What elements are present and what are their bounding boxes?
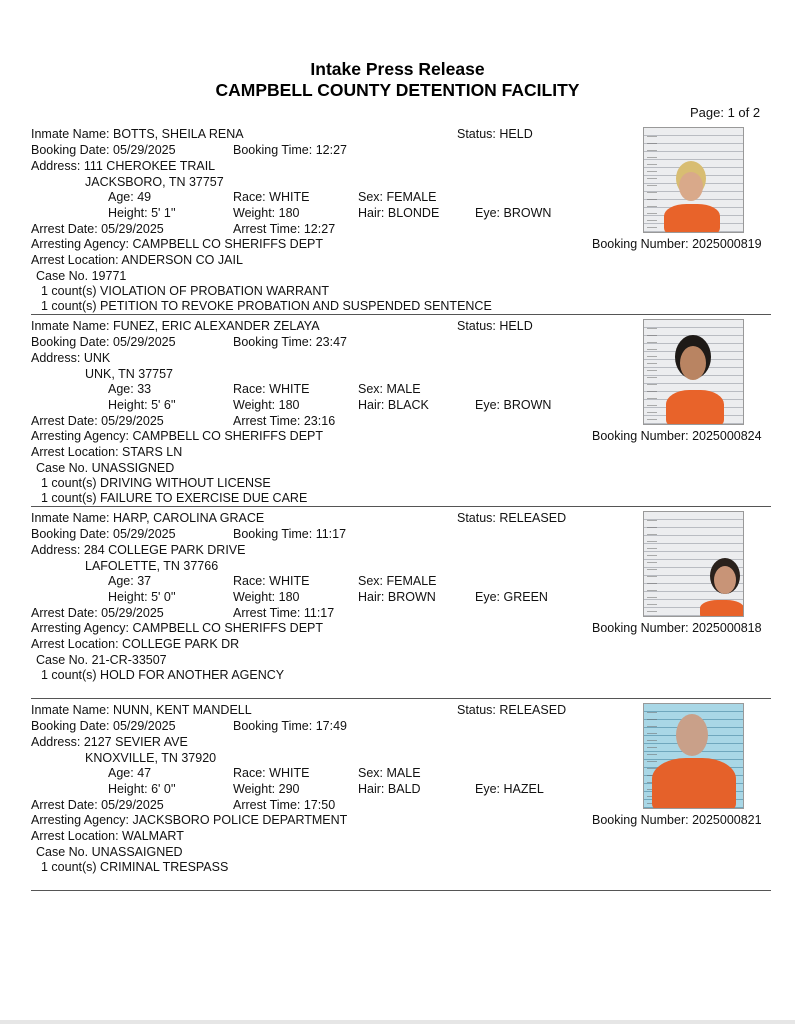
mugshot-body <box>666 390 724 425</box>
inmate-name-label: Inmate Name: <box>31 319 110 333</box>
booking-time: 12:27 <box>315 143 347 157</box>
mugshot-body <box>664 204 720 233</box>
booking-date: 05/29/2025 <box>113 719 176 733</box>
sex-row <box>358 382 421 397</box>
case-row <box>36 653 167 668</box>
sex-row <box>358 574 437 589</box>
booking-number-row <box>592 813 762 828</box>
case-row <box>36 461 174 476</box>
booking-time-label: Booking Time: <box>233 719 313 733</box>
inmate-name-row <box>31 127 244 142</box>
case-row <box>36 845 183 860</box>
booking-time-label: Booking Time: <box>233 335 313 349</box>
booking-time-row <box>233 719 347 734</box>
booking-date: 05/29/2025 <box>113 527 176 541</box>
record-separator <box>31 890 771 891</box>
race-row <box>233 190 309 205</box>
age: 47 <box>137 766 152 780</box>
height-scale <box>647 322 657 422</box>
arrest-location: WALMART <box>122 829 184 843</box>
agency-label: Arresting Agency: <box>31 429 129 443</box>
hair-label: Hair: <box>358 206 385 220</box>
eye: BROWN <box>503 398 552 412</box>
address-line2: LAFOLETTE, TN 37766 <box>85 559 219 573</box>
agency-label: Arresting Agency: <box>31 813 129 827</box>
status-row <box>457 319 533 334</box>
status-value: HELD <box>499 127 533 141</box>
address-line1: UNK <box>83 351 111 365</box>
inmate-name-row <box>31 319 320 334</box>
arrest-date: 05/29/2025 <box>101 606 164 620</box>
status-row <box>457 703 566 718</box>
age-row <box>108 190 151 205</box>
case-number: 19771 <box>91 269 127 283</box>
address-label: Address: <box>31 543 81 557</box>
hair: BALD <box>387 782 421 796</box>
inmate-name-label: Inmate Name: <box>31 127 110 141</box>
location-row <box>31 445 182 460</box>
age: 49 <box>137 190 152 204</box>
booking-number-row <box>592 429 762 444</box>
inmate-name-label: Inmate Name: <box>31 703 110 717</box>
booking-time-row <box>233 335 347 350</box>
sex: MALE <box>386 382 421 396</box>
inmate-record <box>0 703 795 893</box>
agency-label: Arresting Agency: <box>31 621 129 635</box>
inmate-name: BOTTS, SHEILA RENA <box>113 127 244 141</box>
weight-label: Weight: <box>233 398 276 412</box>
agency-row <box>31 237 323 252</box>
arrest-time-row <box>233 798 335 813</box>
arrest-time-label: Arrest Time: <box>233 222 301 236</box>
height-label: Height: <box>108 782 148 796</box>
age: 37 <box>137 574 152 588</box>
status-label: Status: <box>457 703 496 717</box>
height: 5' 0'' <box>151 590 176 604</box>
address-row <box>31 735 188 750</box>
booking-number: 2025000818 <box>692 621 762 635</box>
weight-row <box>233 206 300 221</box>
status-row <box>457 127 533 142</box>
hair-label: Hair: <box>358 590 385 604</box>
arrest-time-label: Arrest Time: <box>233 414 301 428</box>
charge-item: 1 count(s) PETITION TO REVOKE PROBATION AND SUSPENDED SENTENCE <box>41 299 492 313</box>
agency-row <box>31 621 323 636</box>
location-row <box>31 637 239 652</box>
facility-name: CAMPBELL COUNTY DETENTION FACILITY <box>215 80 580 100</box>
arrest-time-row <box>233 414 335 429</box>
weight-row <box>233 782 300 797</box>
age-label: Age: <box>108 766 134 780</box>
weight: 180 <box>278 590 300 604</box>
height-scale <box>647 514 657 614</box>
status-value: RELEASED <box>499 703 567 717</box>
age-row <box>108 382 151 397</box>
age-label: Age: <box>108 382 134 396</box>
booking-number-label: Booking Number: <box>592 429 689 443</box>
race-row <box>233 382 309 397</box>
mugshot-body <box>652 758 736 809</box>
height-row <box>108 782 176 797</box>
booking-number: 2025000821 <box>692 813 762 827</box>
hair: BROWN <box>387 590 436 604</box>
height: 5' 6'' <box>151 398 176 412</box>
address-line2: JACKSBORO, TN 37757 <box>85 175 224 189</box>
status-value: HELD <box>499 319 533 333</box>
mugshot-photo <box>643 127 744 233</box>
race-label: Race: <box>233 766 266 780</box>
hair-label: Hair: <box>358 782 385 796</box>
inmate-name: NUNN, KENT MANDELL <box>113 703 252 717</box>
arrest-location: ANDERSON CO JAIL <box>121 253 243 267</box>
weight-label: Weight: <box>233 782 276 796</box>
charge-item: 1 count(s) DRIVING WITHOUT LICENSE <box>41 476 271 490</box>
booking-time-label: Booking Time: <box>233 143 313 157</box>
height-scale <box>647 130 657 230</box>
mugshot-head <box>680 346 706 380</box>
charge-item: 1 count(s) FAILURE TO EXERCISE DUE CARE <box>41 491 308 505</box>
inmate-record <box>0 511 795 701</box>
status-label: Status: <box>457 127 496 141</box>
eye: HAZEL <box>503 782 544 796</box>
weight: 180 <box>278 206 300 220</box>
mugshot-head <box>679 172 703 201</box>
hair-row <box>358 206 439 221</box>
height-label: Height: <box>108 398 148 412</box>
sex-label: Sex: <box>358 766 384 780</box>
booking-date-label: Booking Date: <box>31 335 110 349</box>
page-bottom-edge <box>0 1020 795 1024</box>
weight-label: Weight: <box>233 206 276 220</box>
case-number: UNASSAIGNED <box>91 845 183 859</box>
height-label: Height: <box>108 206 148 220</box>
case-label: Case No. <box>36 845 89 859</box>
sex: MALE <box>386 766 421 780</box>
case-label: Case No. <box>36 269 89 283</box>
age: 33 <box>137 382 152 396</box>
mugshot-head <box>676 714 708 756</box>
age-row <box>108 766 151 781</box>
address-line1: 2127 SEVIER AVE <box>83 735 188 749</box>
booking-time: 23:47 <box>315 335 347 349</box>
mugshot-photo <box>643 319 744 425</box>
arrest-date-row <box>31 798 164 813</box>
page-number: Page: 1 of 2 <box>690 105 761 120</box>
booking-number-row <box>592 621 762 636</box>
weight-row <box>233 398 300 413</box>
height-row <box>108 398 176 413</box>
booking-date-row <box>31 143 176 158</box>
mugshot-photo <box>643 703 744 809</box>
eye-row <box>475 590 548 605</box>
arresting-agency: JACKSBORO POLICE DEPARTMENT <box>132 813 348 827</box>
race-label: Race: <box>233 190 266 204</box>
sex-row <box>358 766 421 781</box>
eye-label: Eye: <box>475 782 501 796</box>
height-row <box>108 206 176 221</box>
arrest-time-label: Arrest Time: <box>233 606 301 620</box>
location-label: Arrest Location: <box>31 829 119 843</box>
hair-row <box>358 398 429 413</box>
address-label: Address: <box>31 159 81 173</box>
arrest-location: STARS LN <box>122 445 183 459</box>
eye-row <box>475 206 551 221</box>
arrest-date-row <box>31 606 164 621</box>
record-separator <box>31 698 771 699</box>
sex-label: Sex: <box>358 190 384 204</box>
weight-row <box>233 590 300 605</box>
hair: BLACK <box>387 398 429 412</box>
document-title: Intake Press Release <box>310 59 485 79</box>
booking-date: 05/29/2025 <box>113 335 176 349</box>
height: 5' 1'' <box>151 206 176 220</box>
address-line1: 284 COLLEGE PARK DRIVE <box>83 543 246 557</box>
sex: FEMALE <box>386 190 437 204</box>
booking-date-row <box>31 335 176 350</box>
arrest-date-label: Arrest Date: <box>31 222 98 236</box>
charge-item: 1 count(s) HOLD FOR ANOTHER AGENCY <box>41 668 285 682</box>
status-value: RELEASED <box>499 511 567 525</box>
inmate-name: FUNEZ, ERIC ALEXANDER ZELAYA <box>113 319 320 333</box>
height-row <box>108 590 176 605</box>
hair-label: Hair: <box>358 398 385 412</box>
inmate-record <box>0 319 795 509</box>
eye-row <box>475 398 551 413</box>
booking-date-label: Booking Date: <box>31 143 110 157</box>
case-label: Case No. <box>36 653 89 667</box>
booking-number-label: Booking Number: <box>592 621 689 635</box>
booking-number: 2025000819 <box>692 237 762 251</box>
booking-time-row <box>233 527 346 542</box>
mugshot-body <box>700 600 744 617</box>
race-row <box>233 574 309 589</box>
mugshot-photo <box>643 511 744 617</box>
height: 6' 0'' <box>151 782 176 796</box>
sex-row <box>358 190 437 205</box>
inmate-name-row <box>31 703 252 718</box>
arrest-time: 11:17 <box>303 606 335 620</box>
sex: FEMALE <box>386 574 437 588</box>
inmate-record <box>0 127 795 317</box>
arresting-agency: CAMPBELL CO SHERIFFS DEPT <box>132 429 323 443</box>
address-row <box>31 351 110 366</box>
arrest-date: 05/29/2025 <box>101 798 164 812</box>
status-label: Status: <box>457 319 496 333</box>
booking-number-row <box>592 237 762 252</box>
case-number: 21-CR-33507 <box>91 653 167 667</box>
booking-date-row <box>31 719 176 734</box>
address-row <box>31 543 245 558</box>
charge-item: 1 count(s) VIOLATION OF PROBATION WARRANT <box>41 284 330 298</box>
inmate-name-row <box>31 511 264 526</box>
booking-date-label: Booking Date: <box>31 527 110 541</box>
agency-label: Arresting Agency: <box>31 237 129 251</box>
hair-row <box>358 590 436 605</box>
hair-row <box>358 782 421 797</box>
race-label: Race: <box>233 574 266 588</box>
arrest-time-row <box>233 222 335 237</box>
location-label: Arrest Location: <box>31 637 119 651</box>
arresting-agency: CAMPBELL CO SHERIFFS DEPT <box>132 621 323 635</box>
age-row <box>108 574 151 589</box>
race: WHITE <box>269 382 310 396</box>
hair: BLONDE <box>387 206 440 220</box>
weight: 180 <box>278 398 300 412</box>
booking-date-row <box>31 527 176 542</box>
eye-label: Eye: <box>475 206 501 220</box>
booking-time-row <box>233 143 347 158</box>
arrest-date-row <box>31 414 164 429</box>
record-separator <box>31 314 771 315</box>
arrest-time-row <box>233 606 334 621</box>
agency-row <box>31 813 347 828</box>
booking-date: 05/29/2025 <box>113 143 176 157</box>
booking-time: 11:17 <box>315 527 347 541</box>
arrest-date-label: Arrest Date: <box>31 798 98 812</box>
arrest-date-label: Arrest Date: <box>31 414 98 428</box>
race-label: Race: <box>233 382 266 396</box>
race: WHITE <box>269 766 310 780</box>
arrest-location: COLLEGE PARK DR <box>122 637 240 651</box>
age-label: Age: <box>108 574 134 588</box>
address-label: Address: <box>31 735 81 749</box>
arrest-time-label: Arrest Time: <box>233 798 301 812</box>
case-number: UNASSIGNED <box>91 461 175 475</box>
arrest-date: 05/29/2025 <box>101 222 164 236</box>
arresting-agency: CAMPBELL CO SHERIFFS DEPT <box>132 237 323 251</box>
address-line2: UNK, TN 37757 <box>85 367 174 381</box>
sex-label: Sex: <box>358 382 384 396</box>
arrest-date: 05/29/2025 <box>101 414 164 428</box>
record-separator <box>31 506 771 507</box>
location-row <box>31 829 184 844</box>
booking-time: 17:49 <box>315 719 347 733</box>
case-row <box>36 269 126 284</box>
charge-item: 1 count(s) CRIMINAL TRESPASS <box>41 860 229 874</box>
race: WHITE <box>269 190 310 204</box>
arrest-date-row <box>31 222 164 237</box>
age-label: Age: <box>108 190 134 204</box>
weight-label: Weight: <box>233 590 276 604</box>
arrest-time: 12:27 <box>303 222 336 236</box>
inmate-name-label: Inmate Name: <box>31 511 110 525</box>
mugshot-head <box>714 566 736 594</box>
status-row <box>457 511 566 526</box>
case-label: Case No. <box>36 461 89 475</box>
arrest-date-label: Arrest Date: <box>31 606 98 620</box>
status-label: Status: <box>457 511 496 525</box>
arrest-time: 17:50 <box>303 798 336 812</box>
booking-date-label: Booking Date: <box>31 719 110 733</box>
booking-number-label: Booking Number: <box>592 237 689 251</box>
booking-time-label: Booking Time: <box>233 527 313 541</box>
eye-label: Eye: <box>475 590 501 604</box>
address-line1: 111 CHEROKEE TRAIL <box>83 159 216 173</box>
eye: GREEN <box>503 590 548 604</box>
race-row <box>233 766 309 781</box>
booking-number: 2025000824 <box>692 429 762 443</box>
location-label: Arrest Location: <box>31 445 119 459</box>
height-label: Height: <box>108 590 148 604</box>
agency-row <box>31 429 323 444</box>
sex-label: Sex: <box>358 574 384 588</box>
booking-number-label: Booking Number: <box>592 813 689 827</box>
arrest-time: 23:16 <box>303 414 336 428</box>
address-line2: KNOXVILLE, TN 37920 <box>85 751 217 765</box>
weight: 290 <box>278 782 300 796</box>
eye-label: Eye: <box>475 398 501 412</box>
eye-row <box>475 782 544 797</box>
location-label: Arrest Location: <box>31 253 119 267</box>
inmate-name: HARP, CAROLINA GRACE <box>113 511 265 525</box>
location-row <box>31 253 243 268</box>
eye: BROWN <box>503 206 552 220</box>
address-row <box>31 159 215 174</box>
address-label: Address: <box>31 351 81 365</box>
race: WHITE <box>269 574 310 588</box>
